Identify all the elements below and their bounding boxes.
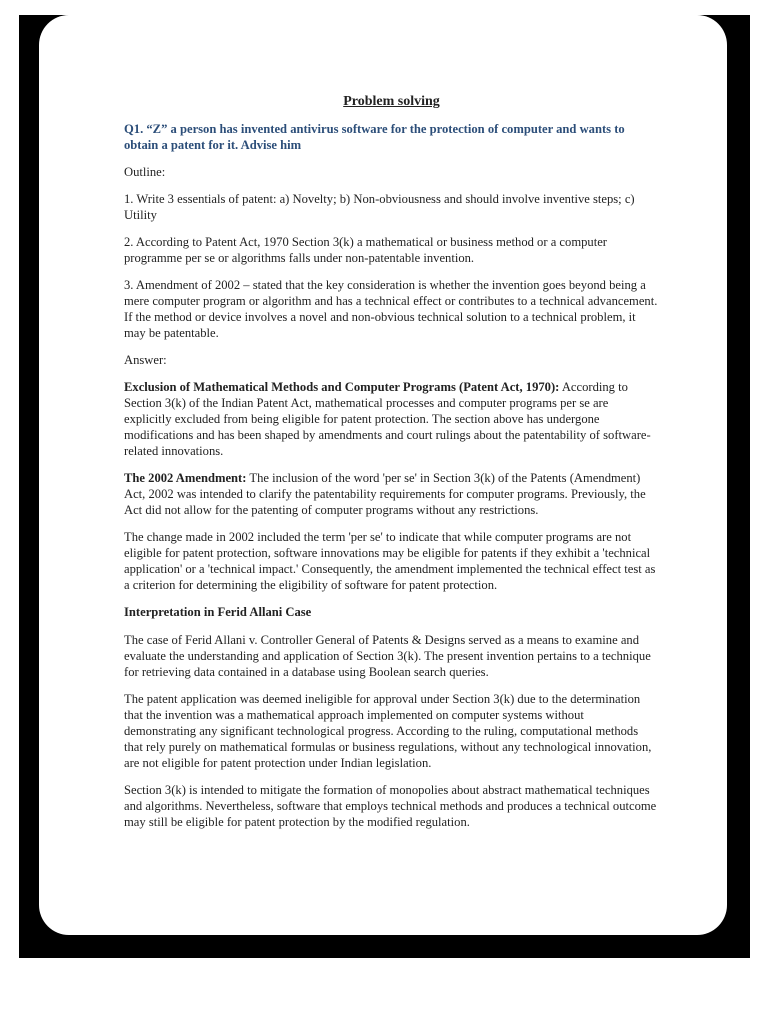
change-paragraph: The change made in 2002 included the term 'per se' to indicate that while computer programs are not eligible for patent protection, software innovations may be eligible for patents if they exhibit a 'technical application' or a 'technical impact.' Consequently, the amendment implemented the technical effect test as a criterion for determining the eligibility of software for patent protection. [124, 530, 656, 592]
amendment-paragraph [124, 470, 659, 518]
page-title: Problem solving [343, 94, 440, 109]
exclusion-text: According to Section 3(k) of the Indian Patent Act, mathematical processes and computer programs per se are explicitly excluded from being eligible for patent protection. The section above has undergone modifications and has been shaped by amendments and court rulings about the patentability of software-related innovations. [124, 380, 651, 458]
outline-item: 3. Amendment of 2002 – stated that the key consideration is whether the invention goes beyond being a mere computer program or algorithm and has a technical effect or contributes to a technical advancement. If the method or device involves a novel and non-obvious technical solution to a technical problem, it may be patentable. [124, 278, 658, 340]
document-page [39, 15, 727, 935]
question-text: Q1. “Z” a person has invented antivirus software for the protection of computer and wants to obtain a patent for it. Advise him [124, 122, 625, 152]
document-viewer [19, 15, 750, 958]
ferid-paragraph: The case of Ferid Allani v. Controller General of Patents & Designs served as a means to examine and evaluate the understanding and application of Section 3(k). The present invention pertains to a technique for retrieving data contained in a database using Boolean search queries. [124, 633, 651, 679]
outline-label: Outline: [124, 165, 166, 179]
exclusion-paragraph [124, 379, 659, 459]
closing-paragraph: Section 3(k) is intended to mitigate the formation of monopolies about abstract mathematical techniques and algorithms. Nevertheless, software that employs technical methods and produces a technical outcome may still be eligible for patent protection by the modified regulation. [124, 783, 657, 829]
outline-item: 1. Write 3 essentials of patent: a) Novelty; b) Non-obviousness and should involve inventive steps; c) Utility [124, 192, 635, 222]
exclusion-lead: Exclusion of Mathematical Methods and Computer Programs (Patent Act, 1970): [124, 380, 560, 394]
amendment-lead: The 2002 Amendment: [124, 471, 247, 485]
ferid-heading: Interpretation in Ferid Allani Case [124, 605, 312, 619]
page-content [124, 94, 659, 841]
ferid-paragraph: The patent application was deemed ineligible for approval under Section 3(k) due to the determination that the invention was a mathematical approach implemented on computer systems without demonstrating any significant technological progress. According to the ruling, computational methods that rely purely on mathematical formulas or business regulations, without any technological innovation, are not eligible for patent protection under Indian legislation. [124, 692, 652, 770]
outline-item: 2. According to Patent Act, 1970 Section 3(k) a mathematical or business method or a computer programme per se or algorithms falls under non-patentable invention. [124, 235, 607, 265]
answer-label: Answer: [124, 353, 167, 367]
amendment-text: The inclusion of the word 'per se' in Section 3(k) of the Patents (Amendment) Act, 2002 was intended to clarify the patentability requirements for computer programs. Previously, the Act did not allow for the patenting of computer programs without any restrictions. [124, 471, 646, 517]
